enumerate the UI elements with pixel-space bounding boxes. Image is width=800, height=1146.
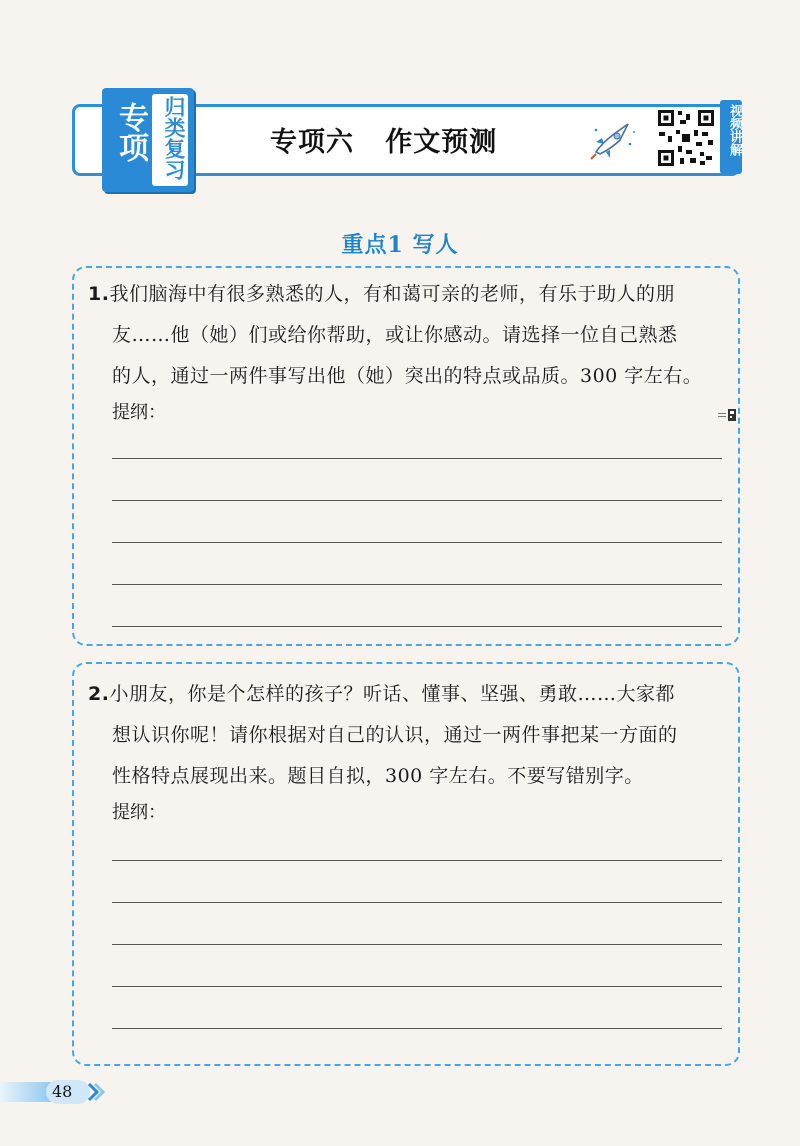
video-lesson-tag <box>720 100 742 174</box>
badge-sub-box <box>152 94 188 186</box>
page-number: 48 <box>52 1082 73 1101</box>
qr-code-icon <box>656 108 716 168</box>
answer-line[interactable] <box>112 500 722 501</box>
chevron-right-icon <box>86 1082 106 1102</box>
question-1-outline-label: 提纲： <box>112 402 166 423</box>
answer-line[interactable] <box>112 986 722 987</box>
rocket-icon <box>590 118 638 160</box>
question-2-number: 2. <box>88 683 110 705</box>
question-1-number: 1. <box>88 283 110 305</box>
question-box-1 <box>72 266 740 646</box>
answer-line[interactable] <box>112 902 722 903</box>
question-box-2 <box>72 662 740 1066</box>
question-1-line-1: 1.我们脑海中有很多熟悉的人，有和蔼可亲的老师，有乐于助人的朋 <box>88 283 675 305</box>
video-lesson-label: 视频讲解 <box>727 104 742 156</box>
answer-line[interactable] <box>112 626 722 627</box>
section-title: 重点1 写人 <box>341 232 459 258</box>
question-2-outline-label: 提纲： <box>112 802 166 823</box>
badge-sub-text: 归类复习 <box>162 96 186 180</box>
page-title: 专项六 作文预测 <box>270 127 498 158</box>
answer-line[interactable] <box>112 542 722 543</box>
answer-line[interactable] <box>112 458 722 459</box>
mini-qr-icon <box>718 408 736 422</box>
answer-line[interactable] <box>112 860 722 861</box>
question-2-line-2: 想认识你呢！请你根据对自己的认识，通过一两件事把某一方面的 <box>112 724 678 746</box>
section-badge <box>102 88 194 192</box>
answer-line[interactable] <box>112 1028 722 1029</box>
question-1-line-3: 的人，通过一两件事写出他（她）突出的特点或品质。300 字左右。 <box>112 365 703 387</box>
answer-line[interactable] <box>112 584 722 585</box>
question-2-line-3: 性格特点展现出来。题目自拟，300 字左右。不要写错别字。 <box>112 765 644 787</box>
badge-main-text: 专项 <box>113 102 148 162</box>
question-2-line-1: 2.小朋友，你是个怎样的孩子？听话、懂事、坚强、勇敢……大家都 <box>88 683 675 705</box>
question-2-text <box>88 674 728 797</box>
answer-line[interactable] <box>112 944 722 945</box>
question-1-line-2: 友……他（她）们或给你帮助，或让你感动。请选择一位自己熟悉 <box>112 324 678 346</box>
question-1-text <box>88 274 728 397</box>
